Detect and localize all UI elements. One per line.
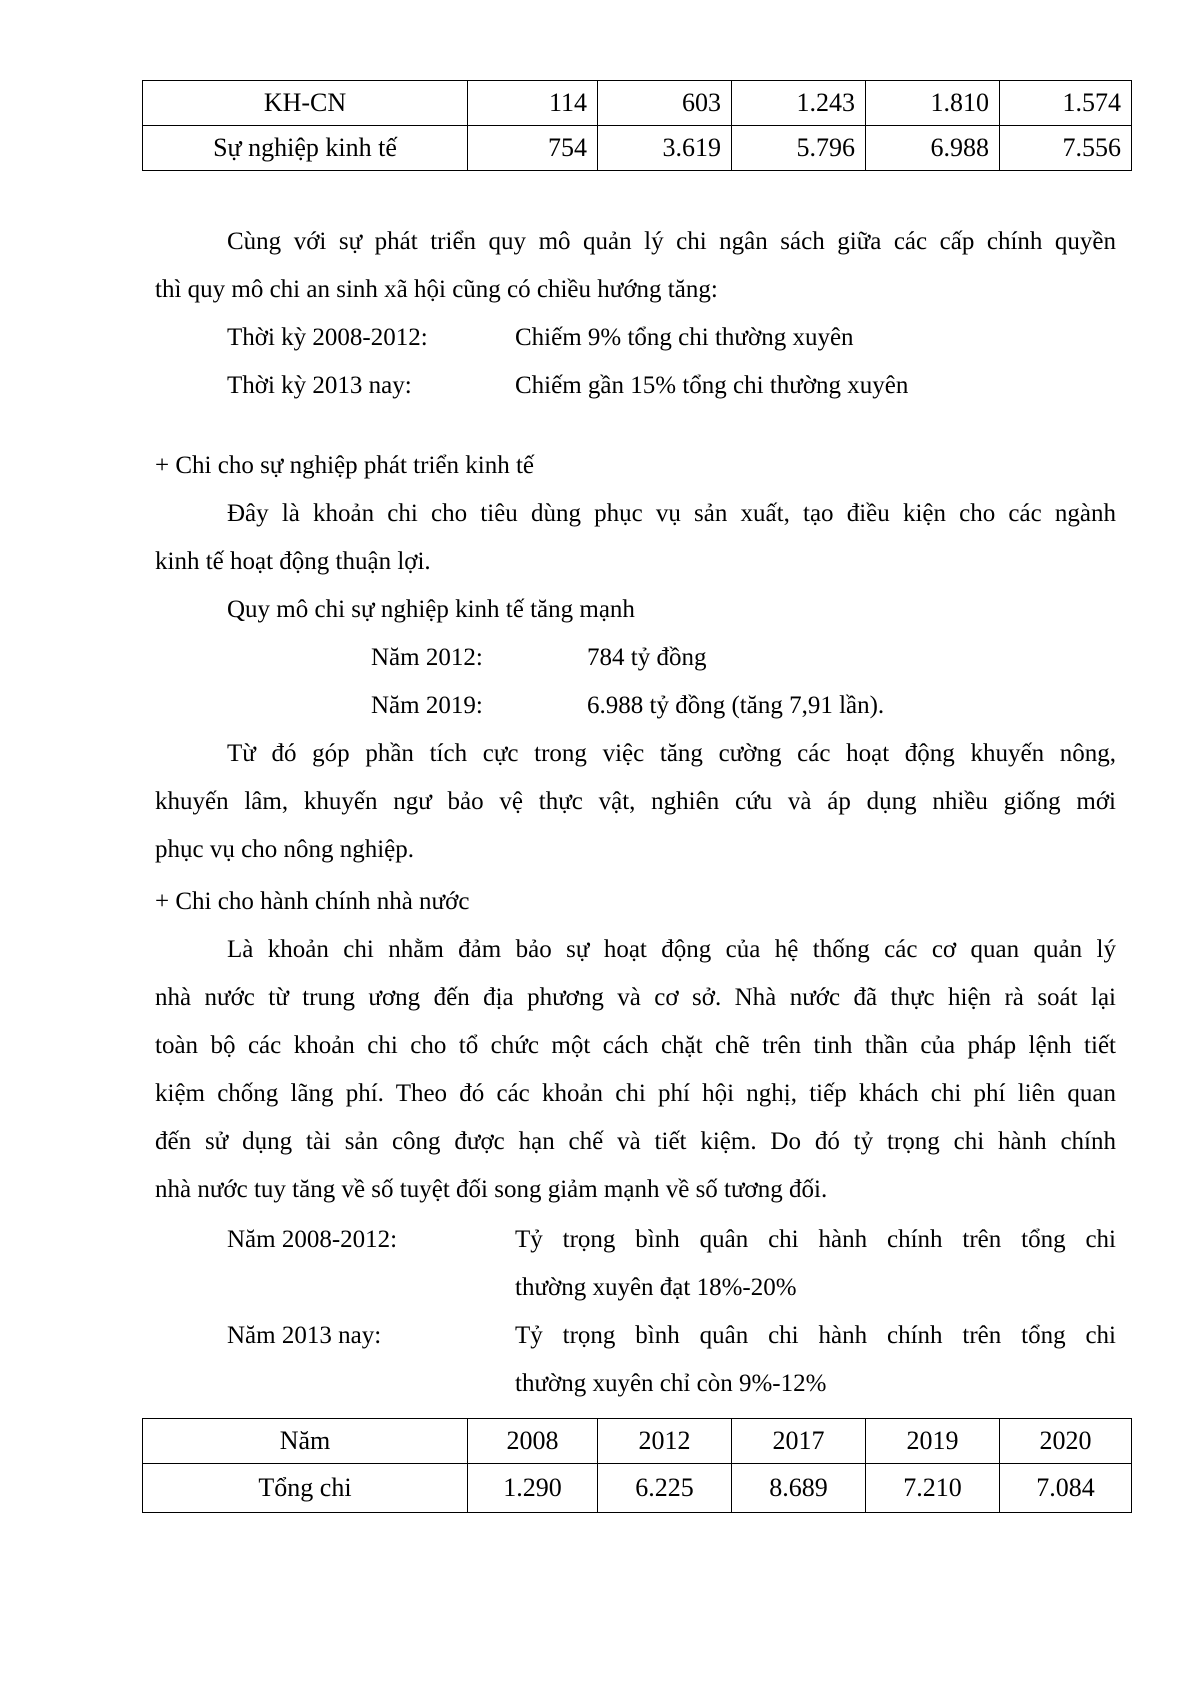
budget-table-top [142, 80, 1132, 171]
year-value: 6.988 tỷ đồng (tăng 7,91 lần). [587, 692, 885, 719]
period-value: Tỷ trọng bình quân chi hành chính trên tổng chi [515, 1226, 1116, 1253]
table-row [143, 81, 1132, 126]
column-header: 2008 [468, 1419, 598, 1464]
paragraph-line: thì quy mô chi an sinh xã hội cũng có chiều hướng tăng: [155, 276, 718, 303]
paragraph-line: Từ đó góp phần tích cực trong việc tăng cường các hoạt động khuyến nông, [227, 740, 1116, 767]
paragraph-line: đến sử dụng tài sản công được hạn chế và tiết kiệm. Do đó tỷ trọng chi hành chính [155, 1128, 1116, 1155]
paragraph-line: kinh tế hoạt động thuận lợi. [155, 548, 431, 575]
table-cell: 754 [468, 126, 598, 171]
paragraph-line: khuyến lâm, khuyến ngư bảo vệ thực vật, nghiên cứu và áp dụng nhiều giống mới [155, 788, 1116, 815]
table-cell: 3.619 [598, 126, 732, 171]
paragraph-line: toàn bộ các khoản chi cho tổ chức một cách chặt chẽ trên tinh thần của pháp lệnh tiết [155, 1032, 1116, 1059]
paragraph-line: phục vụ cho nông nghiệp. [155, 836, 414, 863]
table-row [143, 126, 1132, 171]
period-value: Tỷ trọng bình quân chi hành chính trên tổng chi [515, 1322, 1116, 1349]
paragraph-line: kiệm chống lãng phí. Theo đó các khoản chi phí hội nghị, tiếp khách chi phí liên quan [155, 1080, 1116, 1107]
column-header: 2020 [1000, 1419, 1132, 1464]
table-row [143, 1464, 1132, 1513]
section-heading: + Chi cho hành chính nhà nước [155, 888, 470, 915]
column-header: 2012 [598, 1419, 732, 1464]
table-cell: 7.556 [1000, 126, 1132, 171]
paragraph-line: Đây là khoản chi cho tiêu dùng phục vụ sản xuất, tạo điều kiện cho các ngành [227, 500, 1116, 527]
paragraph-line: Quy mô chi sự nghiệp kinh tế tăng mạnh [227, 596, 635, 623]
paragraph-line: Là khoản chi nhằm đảm bảo sự hoạt động của hệ thống các cơ quan quản lý [227, 936, 1116, 963]
table-cell: 603 [598, 81, 732, 126]
budget-table-bottom [142, 1418, 1132, 1513]
table-cell: 8.689 [732, 1464, 866, 1513]
table-cell: 114 [468, 81, 598, 126]
period-label: Thời kỳ 2013 nay: [227, 372, 412, 399]
table-cell: 1.574 [1000, 81, 1132, 126]
table-cell: 1.290 [468, 1464, 598, 1513]
period-value: Chiếm gần 15% tổng chi thường xuyên [515, 372, 909, 399]
column-header: 2017 [732, 1419, 866, 1464]
table-header-row [143, 1419, 1132, 1464]
table-cell: 6.225 [598, 1464, 732, 1513]
paragraph-line: nhà nước tuy tăng về số tuyệt đối song giảm mạnh về số tương đối. [155, 1176, 828, 1203]
year-value: 784 tỷ đồng [587, 644, 707, 671]
period-value: thường xuyên chỉ còn 9%-12% [515, 1370, 827, 1397]
column-header: Năm [143, 1419, 468, 1464]
period-value: thường xuyên đạt 18%-20% [515, 1274, 797, 1301]
table-cell: 7.084 [1000, 1464, 1132, 1513]
row-label: Tổng chi [143, 1464, 468, 1513]
year-label: Năm 2019: [371, 692, 483, 719]
table-cell: 1.810 [866, 81, 1000, 126]
section-heading: + Chi cho sự nghiệp phát triển kinh tế [155, 452, 534, 479]
period-value: Chiếm 9% tổng chi thường xuyên [515, 324, 854, 351]
table-cell: 1.243 [732, 81, 866, 126]
period-label: Năm 2008-2012: [227, 1226, 398, 1253]
row-label: Sự nghiệp kinh tế [143, 126, 468, 171]
table-cell: 7.210 [866, 1464, 1000, 1513]
row-label: KH-CN [143, 81, 468, 126]
period-label: Thời kỳ 2008-2012: [227, 324, 428, 351]
table-cell: 6.988 [866, 126, 1000, 171]
paragraph-line: Cùng với sự phát triển quy mô quản lý chi ngân sách giữa các cấp chính quyền [227, 228, 1116, 255]
year-label: Năm 2012: [371, 644, 483, 671]
period-label: Năm 2013 nay: [227, 1322, 382, 1349]
table-cell: 5.796 [732, 126, 866, 171]
paragraph-line: nhà nước từ trung ương đến địa phương và cơ sở. Nhà nước đã thực hiện rà soát lại [155, 984, 1116, 1011]
column-header: 2019 [866, 1419, 1000, 1464]
